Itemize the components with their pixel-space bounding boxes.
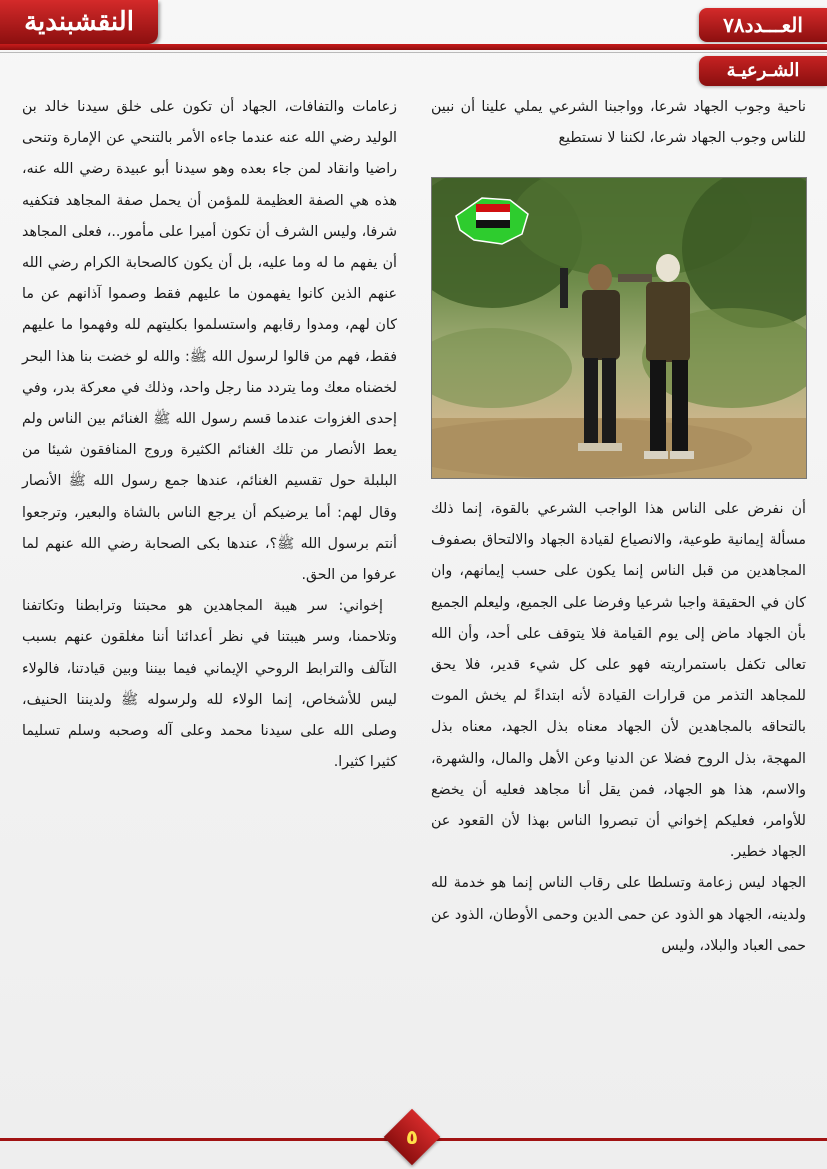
left-column-body bbox=[22, 92, 397, 1128]
left-column-paragraph-1: زعامات والتفافات، الجهاد أن تكون على خلق سيدنا خالد بن الوليد رضي الله عنه عندما جاءه الأمر بالتنحي عن الإمارة وتنحى راضيا وانقاد لمن جاء بعده وهو سيدنا أبو عبيدة رضي الله عنه، هذه هي الصفة العظيمة للمؤمن أن يحمل صفة المجاهد فتكفيه شرفا، وليس الشرف أن تكون أميرا على مأمور..، فعلى المجاهد أن يفهم ما له وما عليه، بل أن يكون كالصحابة الكرام رضي الله عنهم الذين كانوا يفهمون ما عليهم فقط وصموا آذانهم عن ما كان لهم، ومدوا رقابهم واستسلموا بكليتهم لله وفهموا ما عليهم فقط، فهم من قالوا لرسول الله ﷺ: والله لو خضت بنا هذا البحر لخضناه معك وما يتردد منا رجل واحد، وذلك في معركة بدر، وفي إحدى الغزوات عندما قسم رسول الله ﷺ الغنائم بين الناس ولم يعط الأنصار من تلك الغنائم الكثيرة وروج المنافقون شيئا من البلبلة حول تقسيم الغنائم، عندها جمع رسول الله ﷺ الأنصار وقال لهم: أما يرضيكم أن يرجع الناس بالشاة والبعير، وترجعوا أنتم برسول الله ﷺ؟، عندها بكى الصحابة رضي الله عنهم لما عرفوا من الحق. bbox=[22, 99, 397, 584]
right-column-body bbox=[431, 494, 806, 1126]
right-column-intro: ناحية وجوب الجهاد شرعا، وواجبنا الشرعي يملي علينا أن نبين للناس وجوب الجهاد شرعا، لكننا لا نستطيع bbox=[431, 99, 806, 147]
right-column-top-text bbox=[431, 92, 806, 172]
page-number: ٥ bbox=[405, 1125, 419, 1149]
issue-number-label: العـــدد٧٨ bbox=[699, 8, 827, 42]
article-photo bbox=[431, 177, 807, 479]
photo-illustration bbox=[432, 178, 806, 478]
left-column-paragraph-2: إخواني: سر هيبة المجاهدين هو محبتنا وترابطنا وتكاتفنا وتلاحمنا، وسر هيبتنا في نظر أعدائنا أننا مغلقون عنهم بسبب التآلف والترابط الروحي الإيماني فيما بيننا وبين قيادتنا، فالولاء ليس للأشخاص، إنما الولاء لله ولرسوله ﷺ ولديننا الحنيف، وصلى الله على سيدنا محمد وعلى آله وصحبه وسلم تسليما كثيرا كثيرا. bbox=[22, 598, 397, 771]
header-rule bbox=[0, 44, 827, 50]
section-label: الشـرعيـة bbox=[699, 56, 827, 86]
right-column-paragraph-2: الجهاد ليس زعامة وتسلطا على رقاب الناس إنما هو خدمة لله ولدينه، الجهاد هو الذود عن حمى الدين وحمى الأوطان، الذود عن حمى العباد والبلاد، وليس bbox=[431, 875, 806, 954]
magazine-title: النقشبندية bbox=[0, 0, 158, 44]
right-column-paragraph-1: أن نفرض على الناس هذا الواجب الشرعي بالقوة، إنما ذلك مسألة إيمانية طوعية، والانصياع لقيادة الجهاد والالتحاق بصفوف المجاهدين من قبل الناس إنما يكون على حسب إيمانهم، وان كان في الحقيقة واجبا شرعيا وفرضا على الجميع، وليعلم الجميع بأن الجهاد ماض إلى يوم القيامة فلا يتوقف على أحد، وأن الله تعالى تكفل باستمراريته فهو على كل شيء قدير، فلا يحق للمجاهد التذمر من قرارات القيادة لأنه ابتداءً لم يخش الموت بالتحاقه بالمجاهدين لأن الجهاد معناه بذل الجهد، معناه بذل المهجة، بذل الروح فضلا عن الدنيا وعن الأهل والمال، والشهرة، والاسم، هذا هو الجهاد، فمن يقل أنا مجاهد فعليه أن يخضع للأوامر، فعليكم إخواني أن تبصروا الناس بهذا لأن القعود عن الجهاد خطير. bbox=[431, 501, 806, 861]
header-rule-thin bbox=[0, 52, 827, 53]
